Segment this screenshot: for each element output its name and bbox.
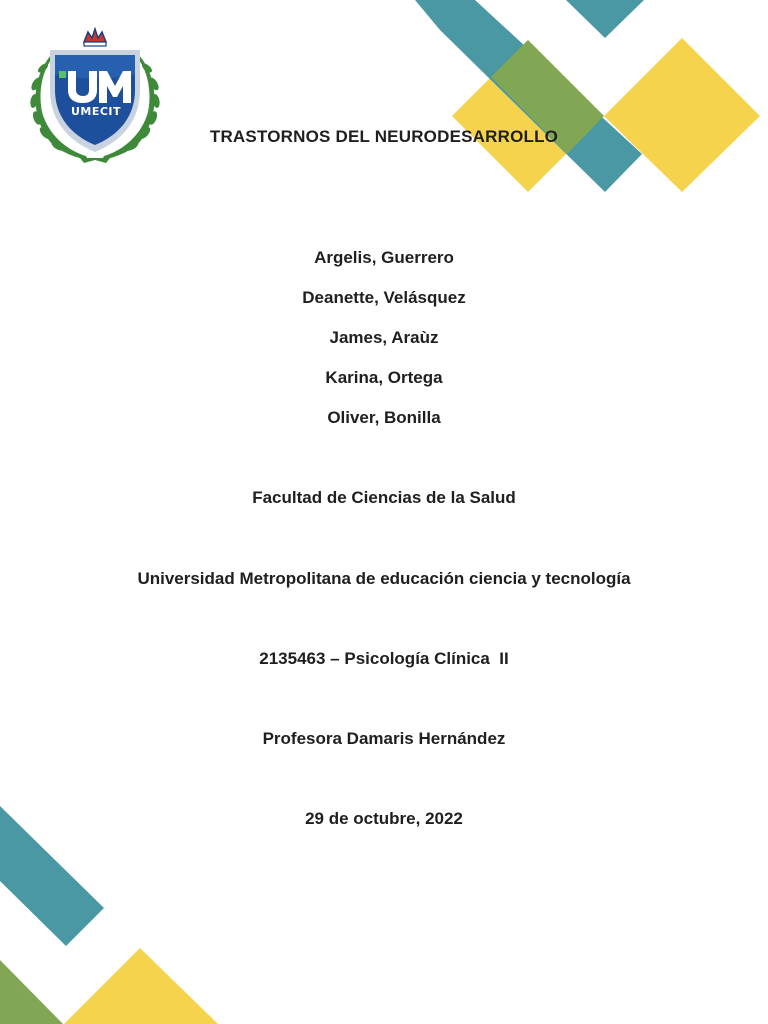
course-name: 2135463 – Psicología Clínica II [259, 649, 509, 668]
document-date: 29 de octubre, 2022 [305, 809, 463, 828]
author-name: Karina, Ortega [325, 368, 443, 387]
author-name: James, Araùz [329, 328, 439, 347]
logo-wordmark: UMECIT [70, 105, 122, 118]
faculty-name: Facultad de Ciencias de la Salud [252, 488, 516, 507]
university-name: Universidad Metropolitana de educación ciencia y tecnología [137, 569, 631, 588]
author-name: Deanette, Velásquez [302, 288, 466, 307]
crown-icon [84, 29, 106, 46]
author-name: Argelis, Guerrero [314, 248, 454, 267]
author-name: Oliver, Bonilla [327, 408, 441, 427]
professor-name: Profesora Damaris Hernández [262, 729, 506, 748]
bottom-yellow-triangle [64, 948, 218, 1024]
document-title: TRASTORNOS DEL NEURODESARROLLO [209, 127, 559, 146]
top-teal-small-triangle [566, 0, 644, 38]
bottom-green-triangle [0, 960, 63, 1024]
